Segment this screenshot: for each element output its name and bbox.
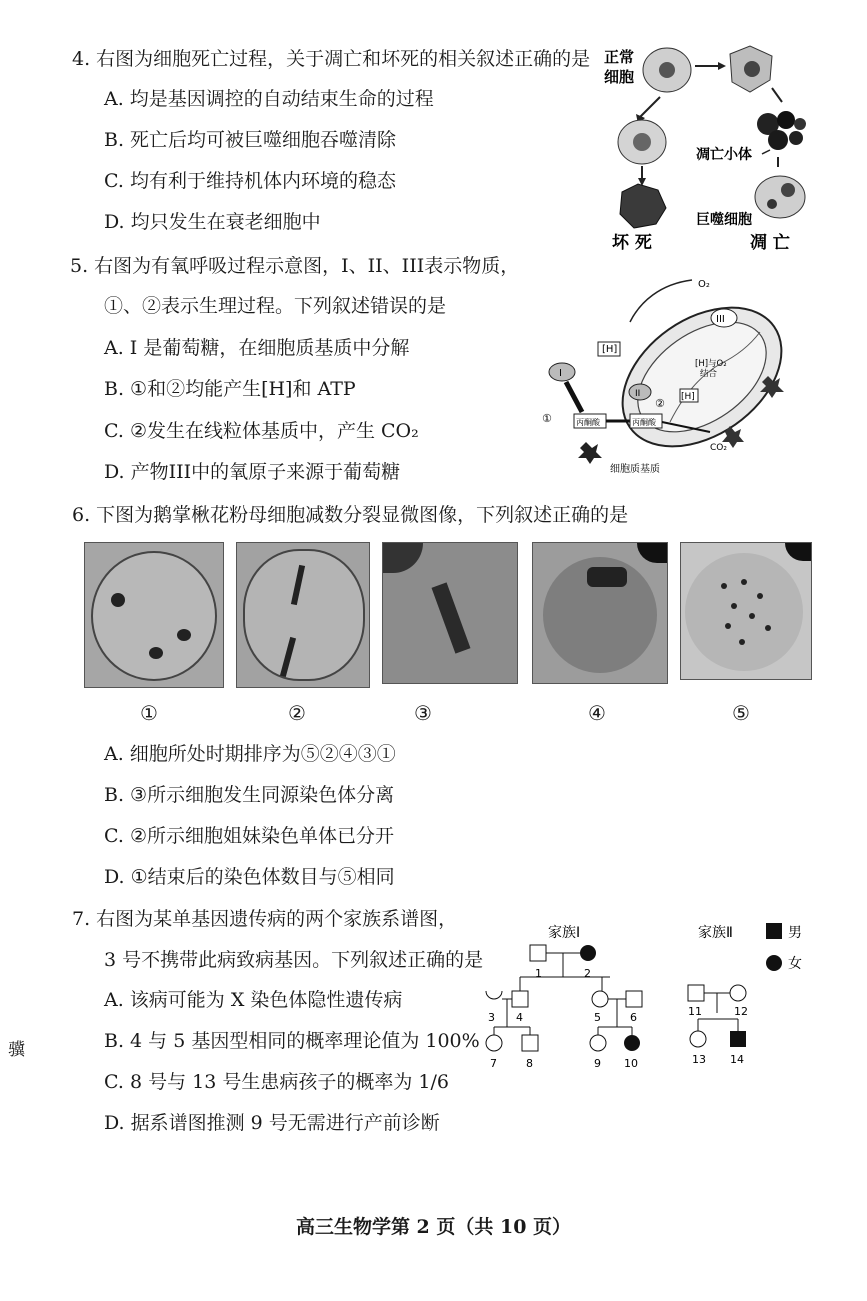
individual-1 [530,945,546,961]
pedigree-num-6: 6 [630,1011,637,1024]
caption-2: ② [288,701,306,725]
pedigree-num-9: 9 [594,1057,601,1070]
individual-6 [626,991,642,1007]
fig5-cytosol: 细胞质基质 [610,464,660,475]
micrograph-1 [84,542,224,688]
pedigree-num-5: 5 [594,1011,601,1024]
pedigree-num-13: 13 [692,1053,706,1066]
individual-2 [580,945,596,961]
q5-option-a: A. I 是葡萄糖，在细胞质基质中分解 [104,337,410,359]
pedigree-num-2: 2 [584,967,591,980]
micrograph-3 [382,542,518,684]
individual-11 [688,985,704,1001]
pedigree-num-12: 12 [734,1005,748,1018]
individual-10 [624,1035,640,1051]
fig4-apoptosis: 凋 亡 [750,233,790,253]
pedigree-num-3: 3 [488,1011,495,1024]
pedigree-num-14: 14 [730,1053,744,1066]
q7-option-c: C. 8 号与 13 号生患病孩子的概率为 1/6 [104,1071,449,1093]
fig4-normal-b: 细胞 [604,68,635,86]
fig5-iii: III [716,314,725,325]
q7-stem-line2: 3 号不携带此病致病基因。下列叙述正确的是 [104,949,484,971]
fig4-normal-a: 正常 [604,48,635,66]
necrotic-cell [620,184,666,228]
q5-stem-line1: 5. 右图为有氧呼吸过程示意图，I、II、III表示物质， [70,255,520,277]
page-footer: 高三生物学第 2 页（共 10 页） [295,1216,572,1238]
fig5-circle1: ① [542,412,552,425]
normal-nucleus [659,62,675,78]
caption-3: ③ [414,701,432,725]
q4-option-a: A. 均是基因调控的自动结束生命的过程 [104,88,434,110]
q6-option-a: A. 细胞所处时期排序为⑤②④③① [104,743,396,765]
q7-option-b: B. 4 与 5 基因型相同的概率理论值为 100% [104,1030,480,1052]
fig5-circle2: ② [655,397,665,410]
q5-option-d: D. 产物III中的氧原子来源于葡萄糖 [104,461,401,483]
fig5-ii: II [635,389,641,399]
caption-1: ① [140,701,158,725]
fig5-pyruvate2: 丙酮酸 [632,418,656,427]
q7-option-d: D. 据系谱图推测 9 号无需进行产前诊断 [104,1112,440,1134]
q6-option-b: B. ③所示细胞发生同源染色体分离 [104,784,395,806]
fig5-h2: [H] [681,392,695,402]
individual-14 [730,1031,746,1047]
margin-character: 骥 [8,1040,25,1060]
fig5-combine-b: 结合 [700,369,718,379]
q4-option-c: C. 均有利于维持机体内环境的稳态 [104,170,396,192]
individual-5 [592,991,608,1007]
q5-stem-line2: ①、②表示生理过程。下列叙述错误的是 [104,295,447,317]
q4-option-d: D. 均只发生在衰老细胞中 [104,211,321,233]
fig4-macrophage: 巨噬细胞 [696,212,752,228]
micrograph-5 [680,542,812,680]
individual-4 [512,991,528,1007]
individual-12 [730,985,746,1001]
q7-stem-line1: 7. 右图为某单基因遗传病的两个家族系谱图， [72,908,458,930]
q6-option-c: C. ②所示细胞姐妹染色单体已分开 [104,825,394,847]
fig5-h1: [H] [602,344,618,355]
individual-9 [590,1035,606,1051]
legend-female-affected [766,955,782,971]
pedigree-num-11: 11 [688,1005,702,1018]
q5-option-c: C. ②发生在线粒体基质中，产生 CO₂ [104,420,419,442]
legend-female-label: 女 [788,956,802,972]
micrograph-4 [532,542,668,684]
q4-stem: 4. 右图为细胞死亡过程，关于凋亡和坏死的相关叙述正确的是 [72,48,591,70]
pedigree-family2-label: 家族Ⅱ [698,925,733,941]
pedigree-num-10: 10 [624,1057,638,1070]
fig5-i: I [559,368,562,379]
caption-5: ⑤ [732,701,750,725]
individual-13 [690,1031,706,1047]
q7-option-a: A. 该病可能为 X 染色体隐性遗传病 [104,989,403,1011]
fig4-apoptotic-body: 凋亡小体 [696,147,752,163]
macrophage-cell [755,176,805,218]
pedigree-figure [480,915,810,1075]
caption-4: ④ [588,701,606,725]
pedigree-num-4: 4 [516,1011,523,1024]
micrograph-2 [236,542,370,688]
q5-option-b: B. ①和②均能产生[H]和 ATP [104,378,356,400]
fig4-necrosis: 坏 死 [612,233,652,253]
fig5-combine-a: [H]与O₂ [695,359,727,369]
pedigree-family1-label: 家族Ⅰ [548,925,581,941]
respiration-figure [540,272,795,487]
q6-stem: 6. 下图为鹅掌楸花粉母细胞减数分裂显微图像，下列叙述正确的是 [72,504,629,526]
legend-male-affected [766,923,782,939]
fig5-pyruvate1: 丙酮酸 [576,418,600,427]
individual-3 [486,991,502,999]
q6-option-d: D. ①结束后的染色体数目与⑤相同 [104,866,395,888]
pedigree-num-8: 8 [526,1057,533,1070]
individual-8 [522,1035,538,1051]
cell-death-figure [600,42,815,257]
individual-7 [486,1035,502,1051]
legend-male-label: 男 [788,925,802,941]
pedigree-num-7: 7 [490,1057,497,1070]
fig5-co2: CO₂ [710,443,727,453]
pedigree-num-1: 1 [535,967,542,980]
fig5-o2: O₂ [698,279,710,290]
q4-option-b: B. 死亡后均可被巨噬细胞吞噬清除 [104,129,397,151]
